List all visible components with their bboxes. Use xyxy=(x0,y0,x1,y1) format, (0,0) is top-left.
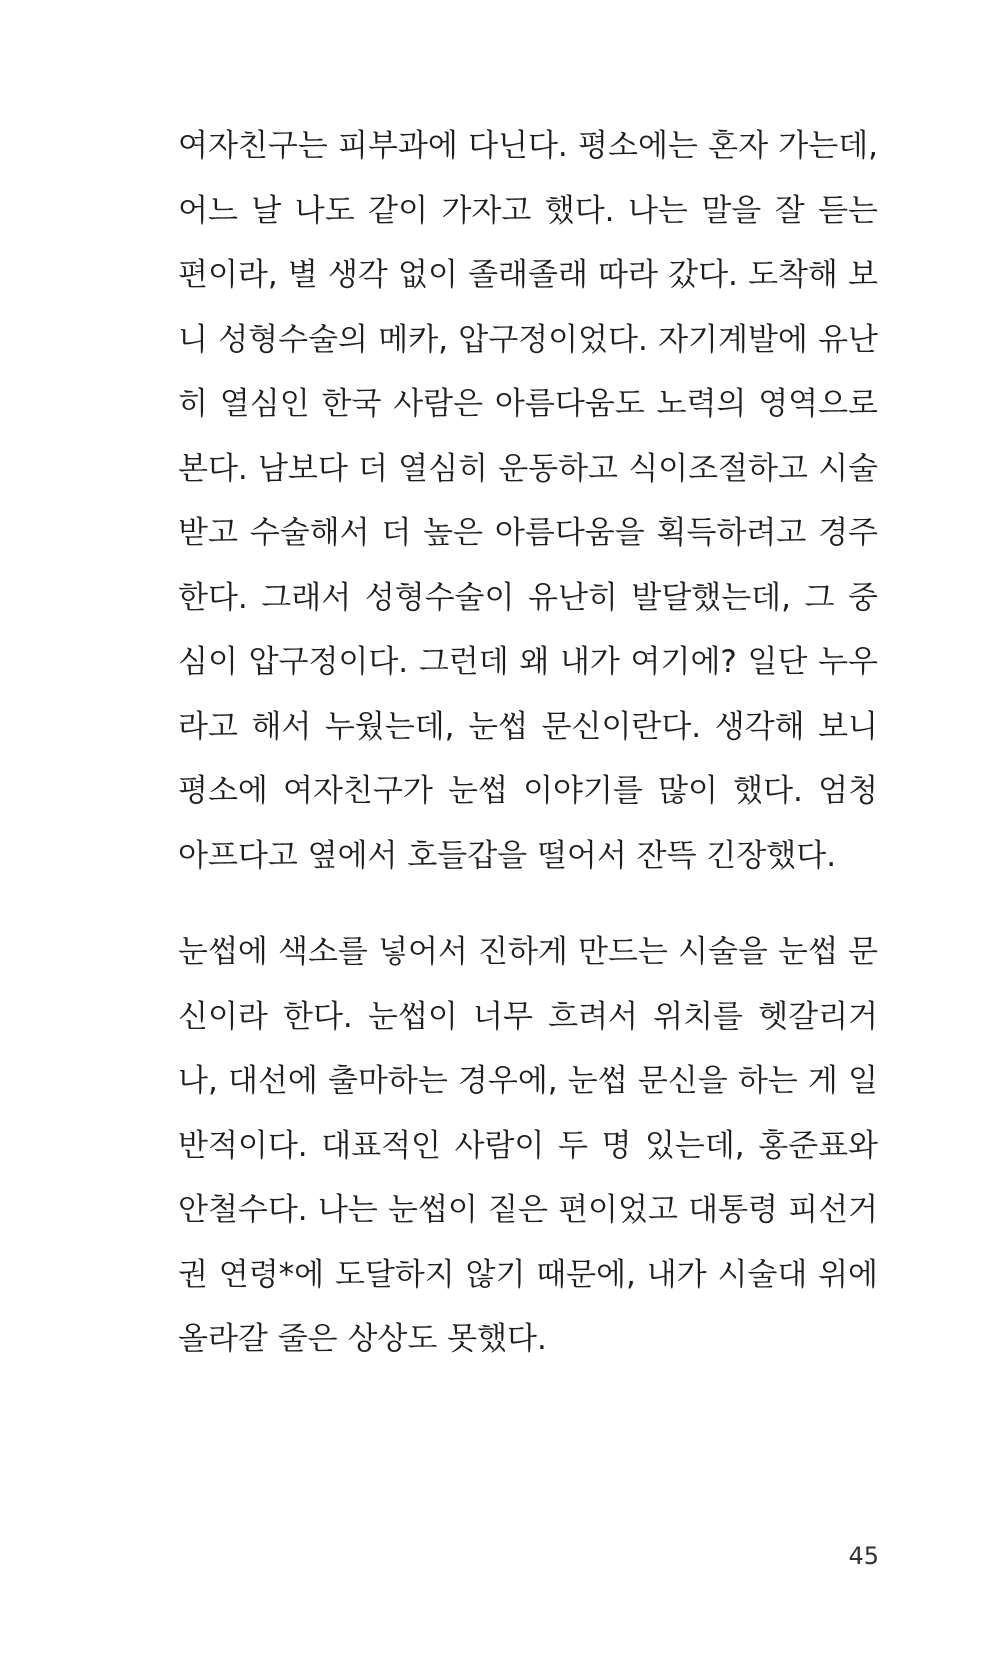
text-line: 어느 날 나도 같이 가자고 했다. 나는 말을 잘 듣는 xyxy=(178,192,878,229)
text-line: 여자친구는 피부과에 다닌다. 평소에는 혼자 가는데, xyxy=(178,128,878,164)
text-line: 신이라 한다. 눈썹이 너무 흐려서 위치를 헷갈리거 xyxy=(178,998,878,1035)
text-line: 받고 수술해서 더 높은 아름다움을 획득하려고 경주 xyxy=(178,515,878,551)
text-line: 반적이다. 대표적인 사람이 두 명 있는데, 홍준표와 xyxy=(178,1127,878,1164)
text-line: 나, 대선에 출마하는 경우에, 눈썹 문신을 하는 게 일 xyxy=(178,1063,878,1099)
text-line: 한다. 그래서 성형수술이 유난히 발달했는데, 그 중 xyxy=(178,579,878,616)
text-line: 본다. 남보다 더 열심히 운동하고 식이조절하고 시술 xyxy=(178,450,878,487)
paragraph-1 xyxy=(178,114,878,888)
paragraph-2 xyxy=(178,920,878,1372)
text-line: 심이 압구정이다. 그런데 왜 내가 여기에? 일단 누우 xyxy=(178,644,878,680)
text-line: 편이라, 별 생각 없이 졸래졸래 따라 갔다. 도착해 보 xyxy=(178,257,878,293)
text-line: 권 연령*에 도달하지 않기 때문에, 내가 시술대 위에 xyxy=(178,1256,878,1293)
text-line: 안철수다. 나는 눈썹이 짙은 편이었고 대통령 피선거 xyxy=(178,1192,878,1228)
page-number: 45 xyxy=(848,1542,879,1570)
text-line: 평소에 여자친구가 눈썹 이야기를 많이 했다. 엄청 xyxy=(178,773,878,809)
text-line: 라고 해서 누웠는데, 눈썹 문신이란다. 생각해 보니 xyxy=(178,708,878,745)
text-line: 아프다고 옆에서 호들갑을 떨어서 잔뜩 긴장했다. xyxy=(178,837,837,874)
text-line: 올라갈 줄은 상상도 못했다. xyxy=(178,1321,547,1357)
text-line: 히 열심인 한국 사람은 아름다움도 노력의 영역으로 xyxy=(178,386,878,422)
text-line: 니 성형수술의 메카, 압구정이었다. 자기계발에 유난 xyxy=(178,321,878,358)
text-line: 눈썹에 색소를 넣어서 진하게 만드는 시술을 눈썹 문 xyxy=(178,934,878,970)
